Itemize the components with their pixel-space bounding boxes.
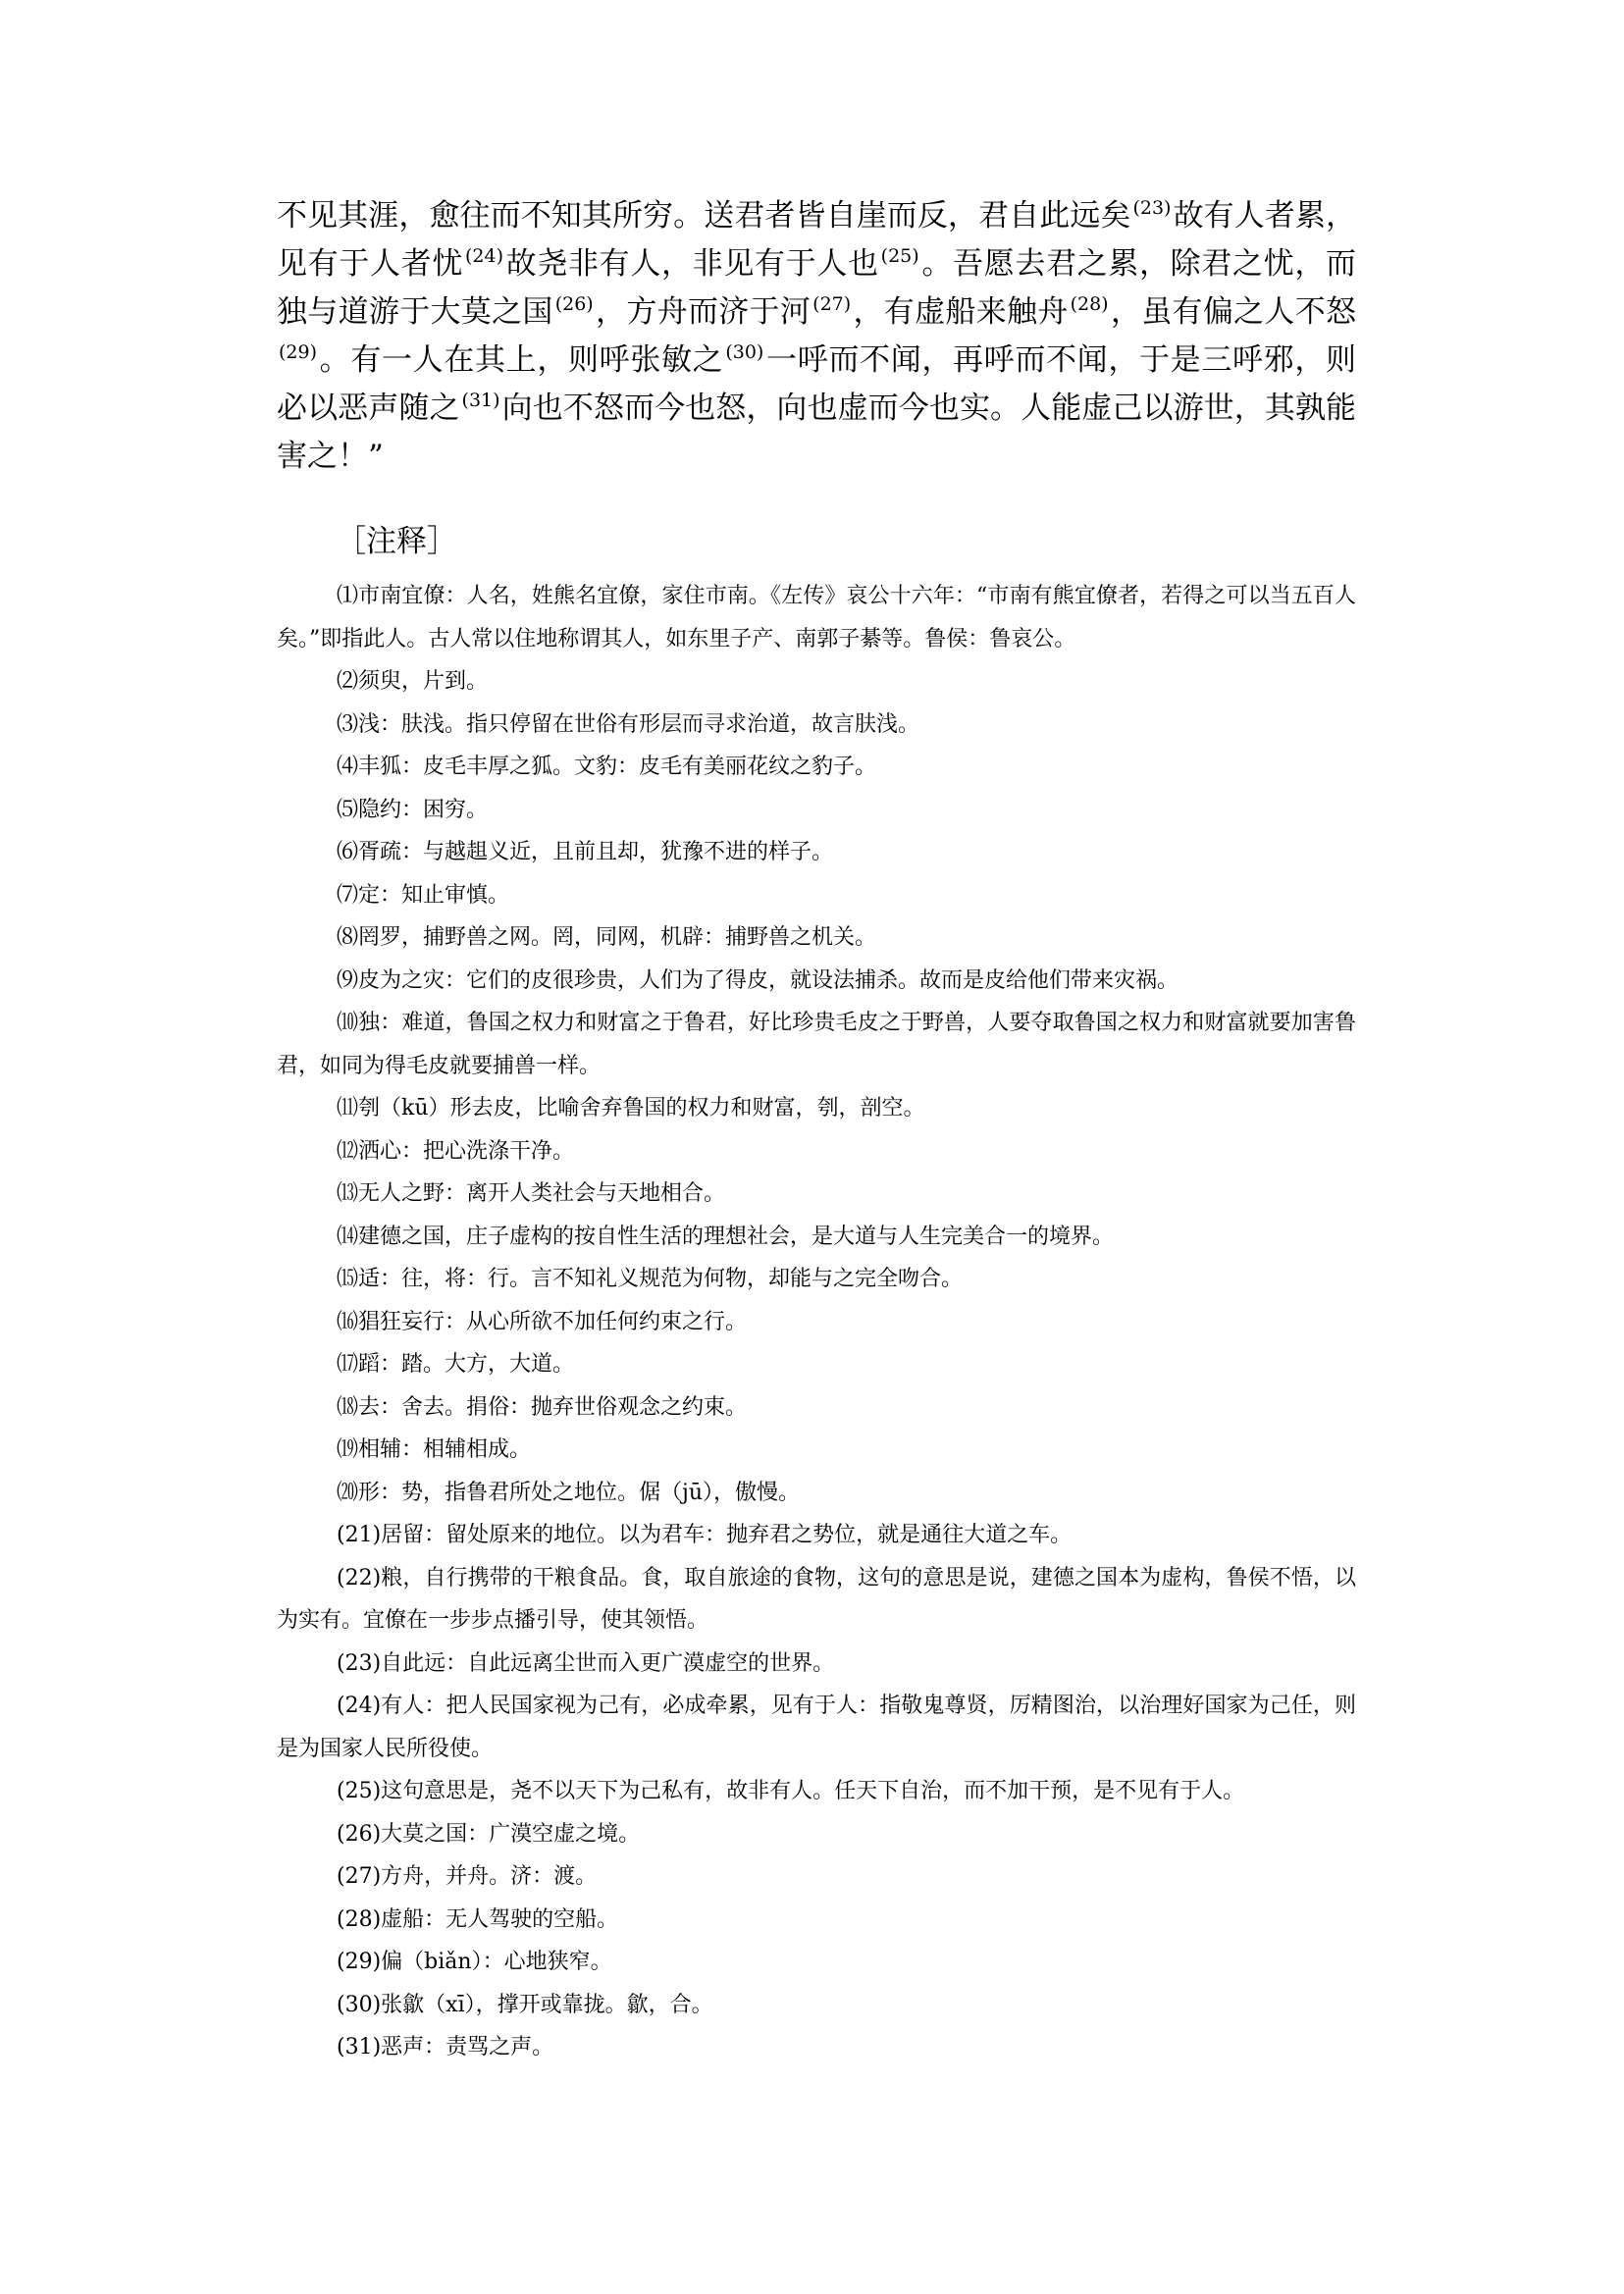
- text-run: ，虽有偏之人不怒: [1110, 294, 1357, 330]
- note-item: (31)恶声：责骂之声。: [337, 2035, 554, 2059]
- note-item: ⑺定：知止审慎。: [337, 882, 510, 908]
- text-run: 一呼而不闻，再呼而不闻，于是三呼邪，则必以恶声随之: [277, 342, 1357, 426]
- note-item: (29)偏（biǎn）：心地狭窄。: [337, 1950, 612, 1974]
- note-item: ⑽独：难道，鲁国之权力和财富之于鲁君，好比珍贵毛皮之于野兽，人要夺取鲁国之权力和财富就要加害鲁君，如同为得毛皮就要捕兽一样。: [277, 1011, 1356, 1078]
- note-item: ⑵须臾，片到。: [337, 669, 489, 694]
- footnote-ref: (26): [554, 293, 594, 315]
- main-text-paragraph: [277, 192, 1356, 481]
- note-item: ⑴市南宜僚：人名，姓熊名宜僚，家住市南。《左传》哀公十六年：“市南有熊宜僚者，若得之可以当五百人矣。”即指此人。古人常以住地称谓其人，如东里子产、南郭子綦等。鲁侯：鲁哀公。: [277, 584, 1356, 652]
- note-item: (21)居留：留处原来的地位。以为君车：抛弃君之势位，就是通往大道之车。: [337, 1523, 1073, 1547]
- footnote-ref: (27): [812, 293, 852, 315]
- note-item: ⒄蹈：踏。大方，大道。: [337, 1352, 575, 1377]
- note-item: ⒃猖狂妄行：从心所欲不加任何约束之行。: [337, 1309, 748, 1334]
- note-item: ⑻罔罗，捕野兽之网。罔，同网，机辟：捕野兽之机关。: [337, 925, 877, 950]
- text-run: ，方舟而济于河: [595, 294, 812, 330]
- notes-list: [277, 575, 1356, 2069]
- note-item: (23)自此远：自此远离尘世而入更广漠虚空的世界。: [337, 1650, 835, 1676]
- note-item: (24)有人：把人民国家视为己有，必成牵累，见有于人：指敬鬼尊贤，厉精图治，以治理好国家为己任，则是为国家人民所役使。: [277, 1694, 1356, 1761]
- note-item: ⒅去：舍去。捐俗：抛弃世俗观念之约束。: [337, 1394, 748, 1420]
- note-item: ⑿洒心：把心洗涤干净。: [337, 1138, 575, 1164]
- note-item: ⒁建德之国，庄子虚构的按自性生活的理想社会，是大道与人生完美合一的境界。: [337, 1224, 1115, 1249]
- footnote-ref: (31): [461, 390, 500, 411]
- note-item: ⑶浅：肤浅。指只停留在世俗有形层而寻求治道，故言肤浅。: [337, 711, 920, 737]
- text-run: 故有人者累，见有于人者忧: [277, 198, 1357, 282]
- text-run: 向也不怒而今也怒，向也虚而今也实。人能虚己以游世，其孰能害之！”: [277, 391, 1357, 474]
- footnote-ref: (23): [1132, 197, 1172, 219]
- note-item: ⑷丰狐：皮毛丰厚之狐。文豹：皮毛有美丽花纹之豹子。: [337, 755, 877, 779]
- note-item: ⑼皮为之灾：它们的皮很珍贵，人们为了得皮，就设法捕杀。故而是皮给他们带来灾祸。: [337, 967, 1179, 993]
- note-item: (25)这句意思是，尧不以天下为己私有，故非有人。任天下自治，而不加干预，是不见有于人。: [337, 1779, 1245, 1803]
- note-item: ⒀无人之野：离开人类社会与天地相合。: [337, 1181, 726, 1206]
- footnote-ref: (29): [279, 341, 318, 363]
- footnote-ref: (28): [1070, 293, 1109, 315]
- note-item: (26)大莫之国：广漠空虚之境。: [337, 1821, 641, 1847]
- note-item: ⒇形：势，指鲁君所处之地位。倨（jū），傲慢。: [337, 1480, 800, 1505]
- note-item: (27)方舟，并舟。济：渡。: [337, 1864, 598, 1889]
- notes-heading: ［注释］: [336, 524, 457, 559]
- note-item: (28)虚船：无人驾驶的空船。: [337, 1906, 619, 1932]
- text-run: ，有虚船来触舟: [853, 294, 1069, 330]
- text-run: 。有一人在其上，则呼张敏之: [319, 342, 724, 378]
- note-item: ⒂适：往，将：行。言不知礼义规范为何物，却能与之完全吻合。: [337, 1267, 964, 1291]
- footnote-ref: (24): [465, 245, 504, 267]
- note-item: (22)粮，自行携带的干粮食品。食，取自旅途的食物，这句的意思是说，建德之国本为虚构，鲁侯不悟，以为实有。宜僚在一步步点播引导，使其领悟。: [277, 1565, 1356, 1633]
- text-run: 故尧非有人，非见有于人也: [505, 246, 879, 282]
- note-item: ⑸隐约：困穷。: [337, 797, 489, 822]
- note-item: (30)张歙（xī），撑开或靠拢。歙，合。: [337, 1992, 713, 2017]
- note-item: ⒆相辅：相辅相成。: [337, 1437, 532, 1462]
- note-item: ⑾刳（kū）形去皮，比喻舍弃鲁国的权力和财富，刳，剖空。: [337, 1096, 925, 1121]
- note-item: ⑹胥疏：与越趄义近，且前且却，犹豫不进的样子。: [337, 840, 834, 864]
- footnote-ref: (30): [725, 341, 764, 363]
- text-run: 。吾愿去君之累，除君之忧，而独与道游于大莫之国: [277, 246, 1357, 330]
- text-run: 不见其涯，愈往而不知其所穷。送君者皆自崖而反，君自此远矣: [277, 198, 1131, 234]
- footnote-ref: (25): [880, 245, 919, 267]
